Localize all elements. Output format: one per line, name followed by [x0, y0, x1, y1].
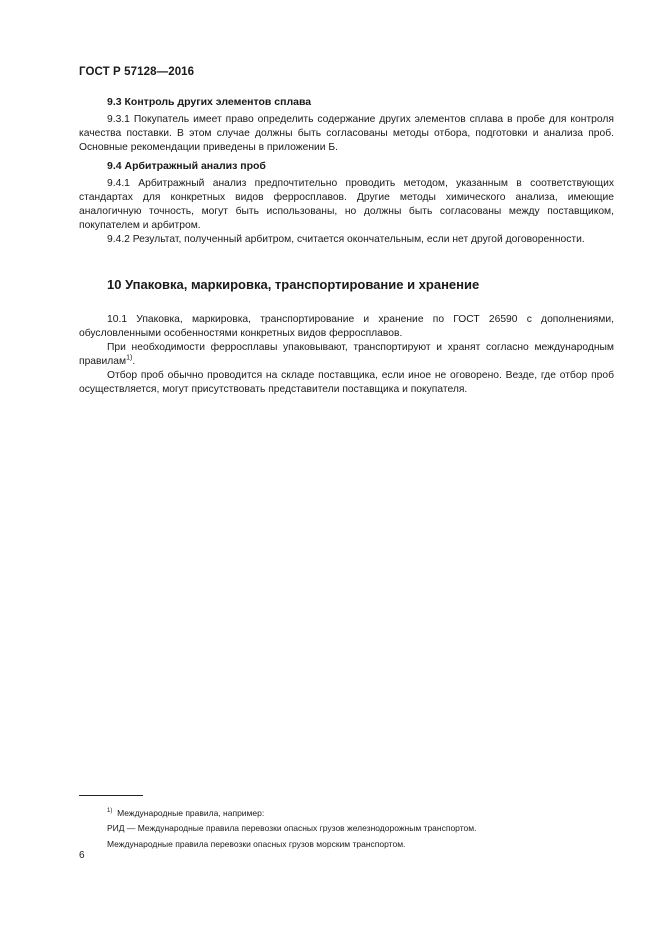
paragraph-10-1: 10.1 Упаковка, маркировка, транспортирование и хранение по ГОСТ 26590 с дополнениями, обусловленными особенностями конкретных видов ферросплавов. [79, 314, 614, 339]
subsection-title-9-4: 9.4 Арбитражный анализ проб [107, 160, 266, 172]
paragraph-9-3-1: 9.3.1 Покупатель имеет право определить содержание других элементов сплава в пробе для контроля качества поставки. В этом случае должны быть согласованы методы отбора, подготовки и анализа проб. Основные рекомендации приведены в приложении Б. [79, 114, 614, 153]
footnote-line-rid: РИД — Международные правила перевозки опасных грузов железнодорожным транспортом. [107, 823, 477, 834]
paragraph-9-4-1: 9.4.1 Арбитражный анализ предпочтительно проводить методом, указанным в соответствующих стандартах для конкретных видов ферросплавов. Другие методы химического анализа, имеющие аналогичную точность, могут быть использованы, но должны быть согласованы между поставщиком, покупателем и арбитром. [79, 178, 614, 231]
footnote-marker: 1) [107, 808, 113, 814]
paragraph-text: При необходимости ферросплавы упаковывают, транспортируют и хранят согласно международным правилам [79, 342, 614, 367]
footnotes [107, 804, 607, 852]
paragraph-end: . [132, 356, 136, 367]
subsection-title-9-3: 9.3 Контроль других элементов сплава [107, 96, 312, 108]
footnote-1 [107, 804, 607, 821]
paragraph-10-sampling: Отбор проб обычно проводится на складе поставщика, если иное не оговорено. Везде, где отбор проб осуществляется, могут присутствовать представители поставщика и покупателя. [79, 370, 614, 395]
document-header: ГОСТ Р 57128—2016 [79, 66, 195, 78]
footnote-intro: Международные правила, например: [117, 807, 265, 818]
section-title-10: 10 Упаковка, маркировка, транспортирование и хранение [107, 277, 480, 292]
paragraph-10-international-rules [79, 341, 614, 369]
footnote-reference: 1) [126, 354, 133, 362]
footnote-line-sea: Международные правила перевозки опасных грузов морским транспортом. [107, 838, 406, 849]
main-content [79, 95, 614, 397]
paragraph-9-4-2: 9.4.2 Результат, полученный арбитром, считается окончательным, если нет другой договоренности. [107, 234, 585, 245]
footnote-divider [79, 795, 143, 796]
page-number: 6 [79, 850, 85, 861]
